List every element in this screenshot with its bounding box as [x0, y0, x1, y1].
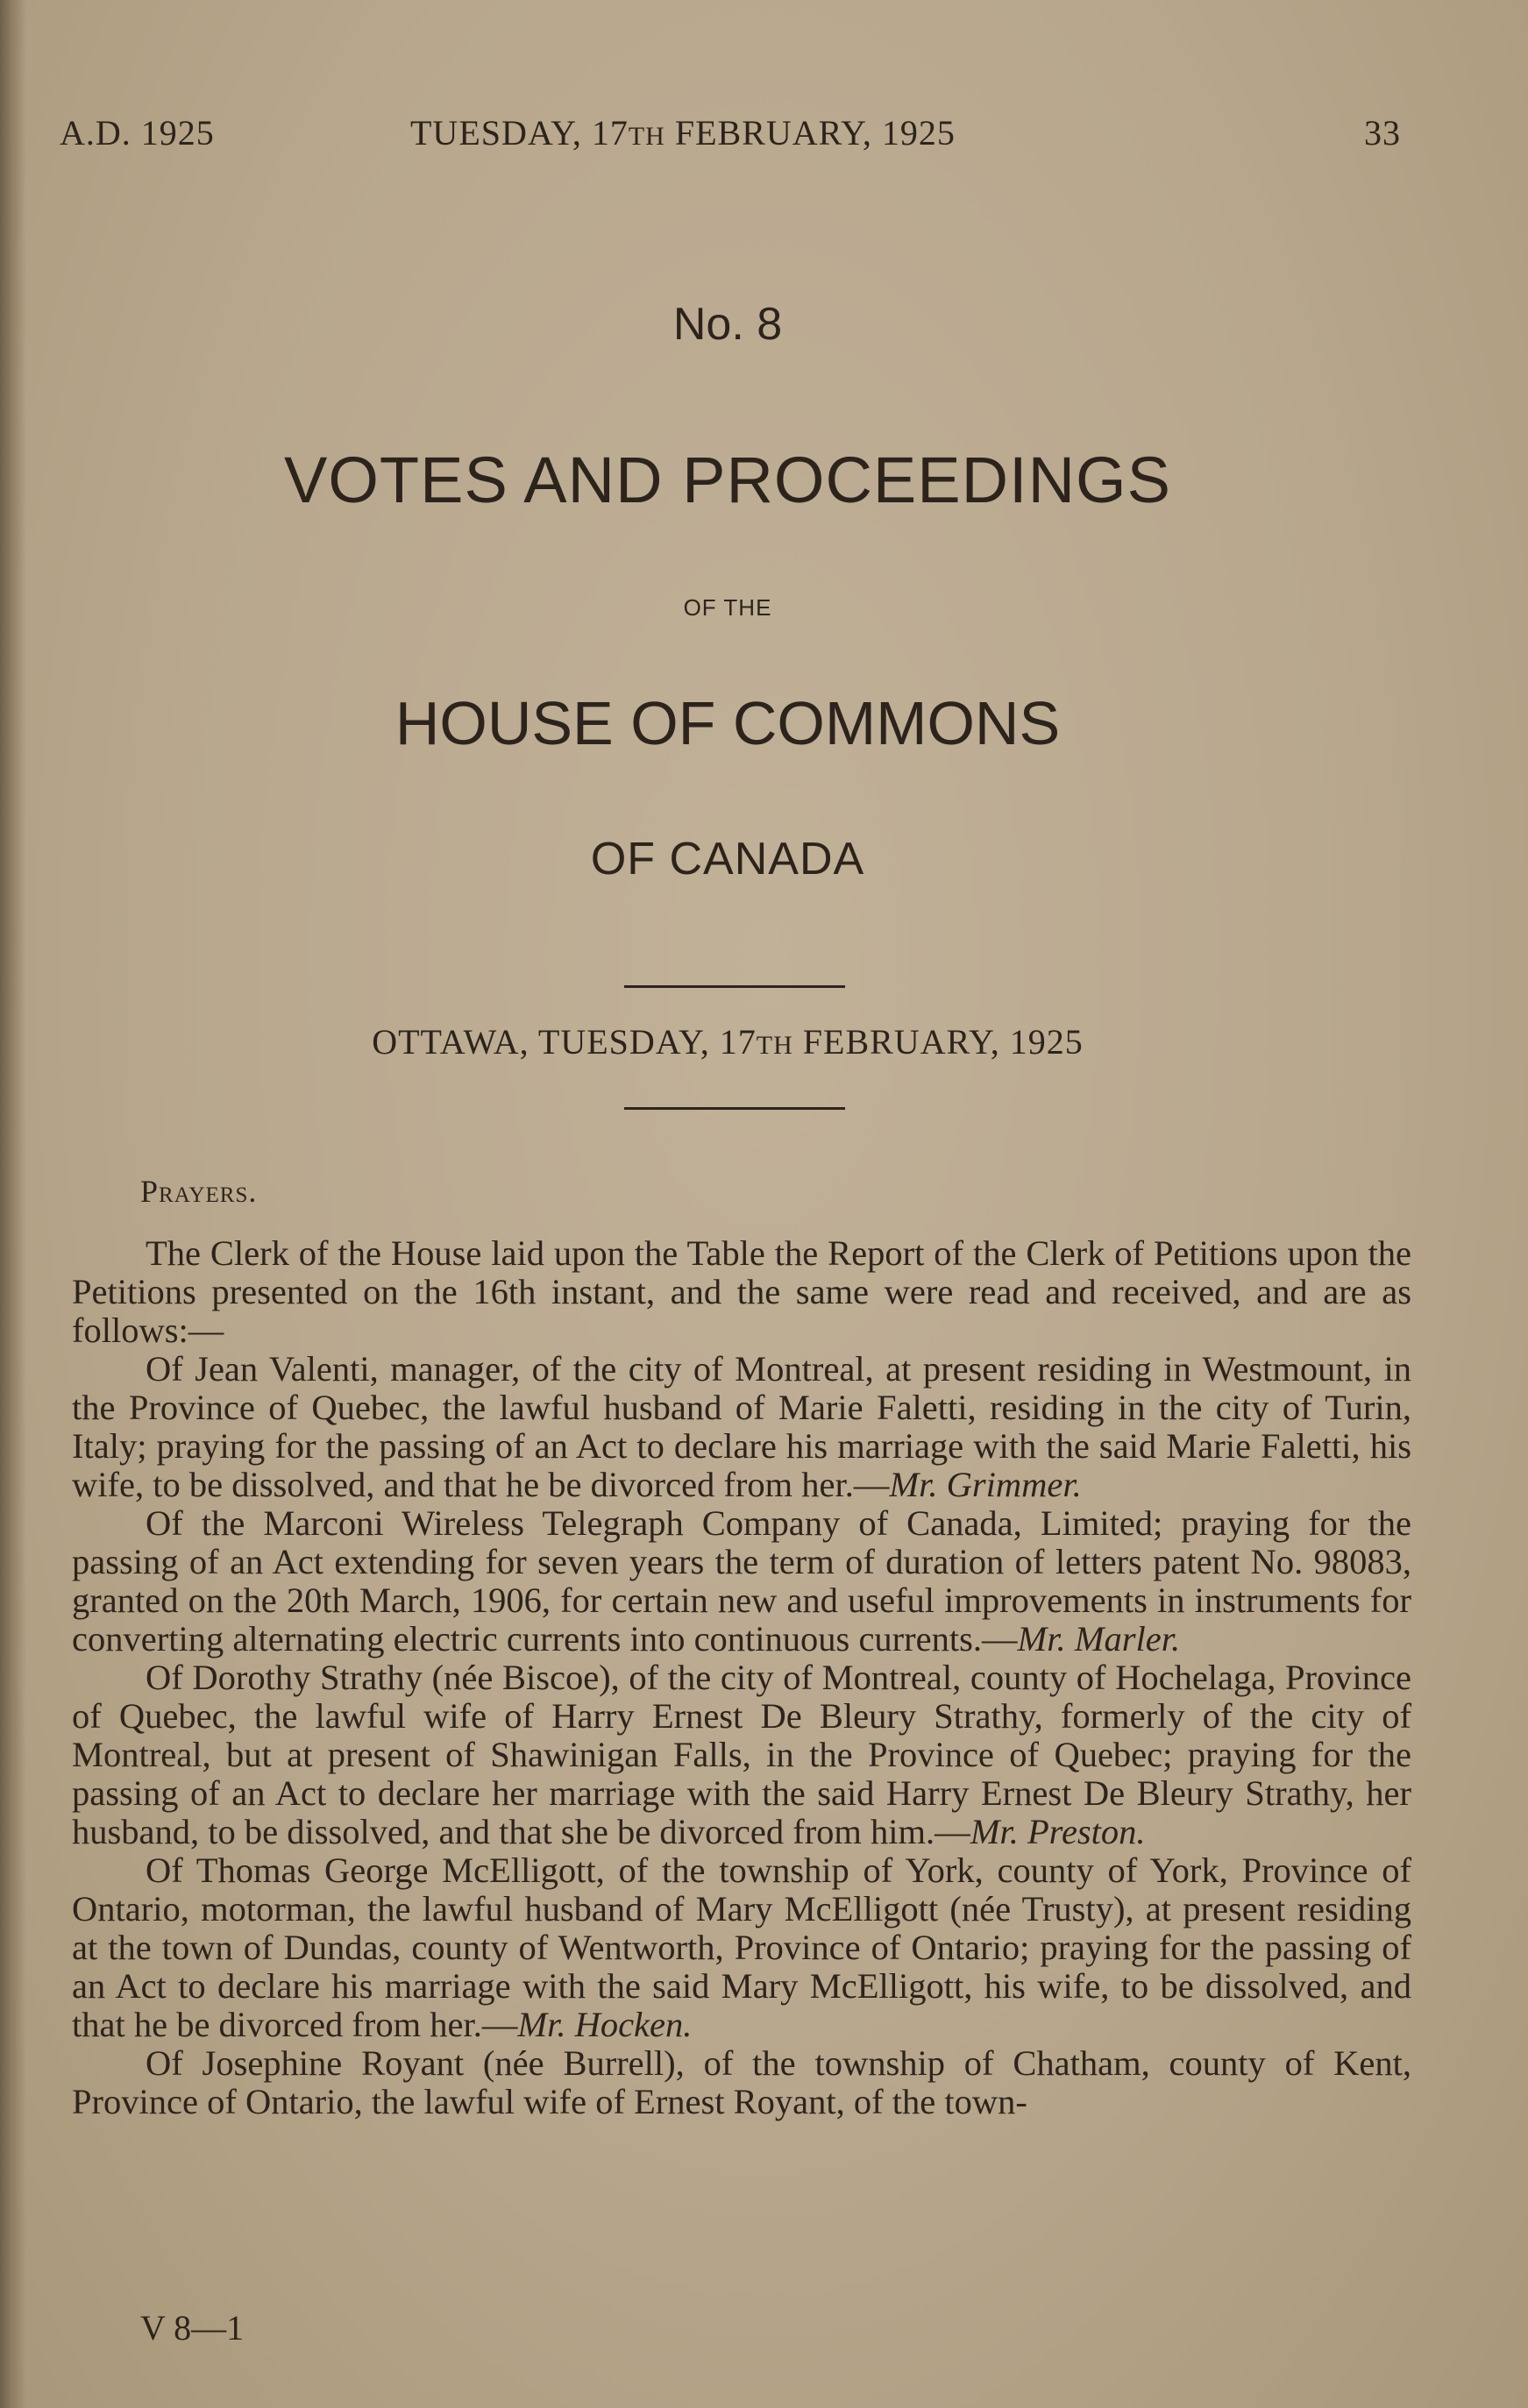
country-title: OF CANADA	[590, 834, 865, 884]
member-name: Mr. Marler.	[1017, 1619, 1181, 1659]
proceedings-body	[72, 1234, 1411, 2121]
paragraph: Of Josephine Royant (née Burrell), of the township of Chatham, county of Kent, Province of Ontario, the lawful wife of Ernest Royant, of the town-	[72, 2043, 1411, 2121]
running-head-date: TUESDAY, 17TH FEBRUARY, 1925	[410, 113, 956, 153]
member-name: Mr. Preston.	[970, 1812, 1146, 1851]
member-name: Mr. Grimmer.	[889, 1465, 1082, 1504]
paragraph: Of the Marconi Wireless Telegraph Company of Canada, Limited; praying for the passing of an Act extending for seven years the term of duration of letters patent No. 98083, granted on the 20th March, 1906, for certain new and useful improvements in instruments for converting alternating electric currents into continuous currents.—Mr. Marler.	[72, 1503, 1411, 1659]
member-name: Mr. Hocken.	[517, 2005, 693, 2044]
paragraph: Of Thomas George McElligott, of the township of York, county of York, Province of Ontario, motorman, the lawful husband of Mary McElligott (née Trusty), at present residing at the town of Dundas, county of Wentworth, Province of Ontario; praying for the passing of an Act to declare his marriage with the said Mary McElligott, his wife, to be dissolved, and that he be divorced from her.—Mr. Hocken.	[72, 1850, 1411, 2044]
signature-mark: V 8—1	[140, 2308, 245, 2348]
prayers-heading: Prayers.	[140, 1174, 258, 1209]
page-number: 33	[1364, 113, 1401, 153]
title-connector: OF THE	[683, 594, 772, 621]
running-head	[60, 112, 1401, 165]
issue-number: No. 8	[672, 299, 783, 350]
paragraph: Of Dorothy Strathy (née Biscoe), of the city of Montreal, county of Hochelaga, Province of Quebec, the lawful wife of Harry Ernest De Bleury Strathy, formerly of the city of Montreal, but at present of Shawinigan Falls, in the Province of Quebec; praying for the passing of an Act to declare her marriage with the said Harry Ernest De Bleury Strathy, her husband, to be dissolved, and that she be divorced from him.—Mr. Preston.	[72, 1658, 1411, 1851]
divider-rule-top	[624, 985, 845, 988]
binding-edge	[0, 0, 26, 2408]
dateline: OTTAWA, TUESDAY, 17TH FEBRUARY, 1925	[372, 1022, 1084, 1062]
paragraph: The Clerk of the House laid upon the Table the Report of the Clerk of Petitions upon the Petitions presented on the 16th instant, and the same were read and received, and are as follows:—	[72, 1233, 1411, 1350]
document-title: VOTES AND PROCEEDINGS	[284, 444, 1171, 516]
paragraph: Of Jean Valenti, manager, of the city of Montreal, at present residing in Westmount, in the Province of Quebec, the lawful husband of Marie Faletti, residing in the city of Turin, Italy; praying for the passing of an Act to declare his marriage with the said Marie Faletti, his wife, to be dissolved, and that he be divorced from her.—Mr. Grimmer.	[72, 1349, 1411, 1504]
divider-rule-bottom	[624, 1107, 845, 1110]
running-head-year: A.D. 1925	[60, 113, 215, 153]
house-title: HOUSE OF COMMONS	[394, 689, 1061, 757]
